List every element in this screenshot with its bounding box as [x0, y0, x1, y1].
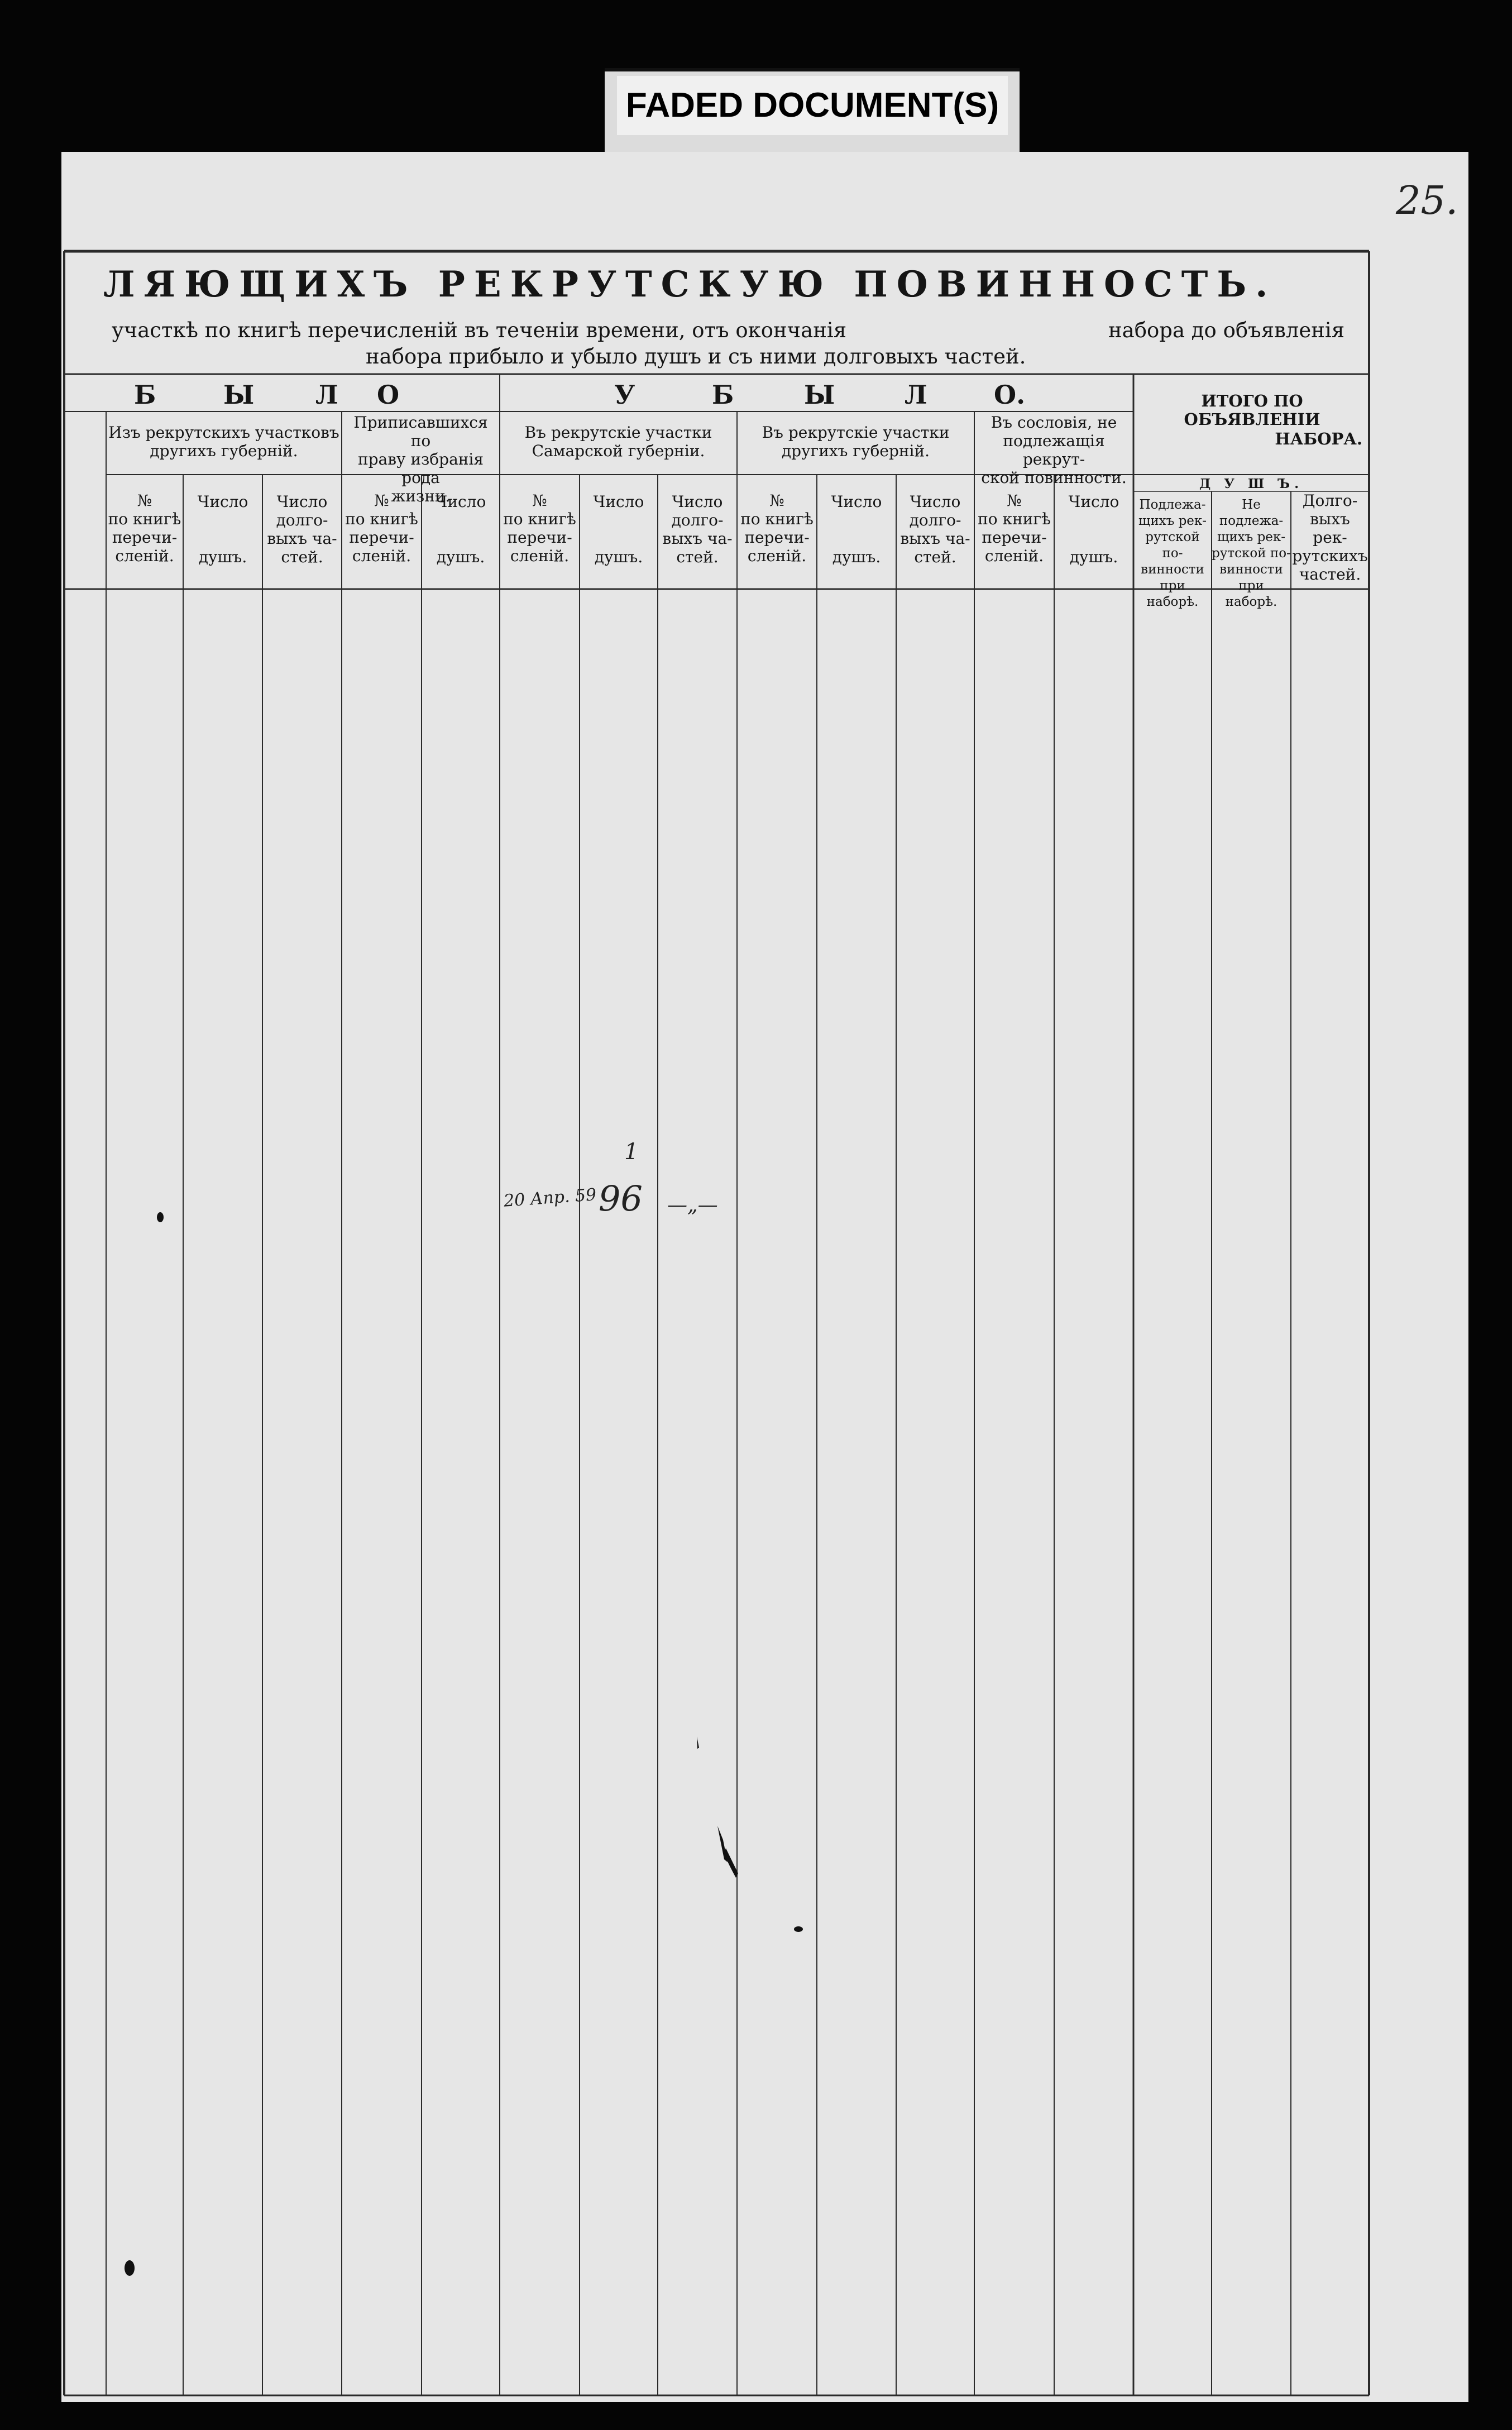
col-souls-count: Число душъ.: [197, 492, 248, 566]
col-non-liable-souls: Не подлежа- щихъ рек- рутской по- винности при наборѣ.: [1212, 498, 1291, 609]
itogo-header-line-2: НАБОРА.: [1275, 429, 1362, 448]
bylo-letter: Ы: [223, 380, 255, 410]
itogo-header-line-1: ИТОГО ПО ОБЪЯВЛЕНІИ: [1184, 391, 1320, 429]
handwritten-dash: —„—: [667, 1194, 718, 1217]
subgroup-enrolled-by-choice: Приписавшихся по праву избранія рода жизни.: [353, 413, 488, 505]
handwritten-number: 96: [599, 1178, 643, 1219]
col-souls-count: Число душъ.: [593, 492, 644, 566]
col-liable-souls: Подлежа- щихъ рек- рутской по- винности при наборѣ.: [1138, 498, 1207, 609]
ubylo-letter: Б: [712, 380, 734, 410]
col-debt-parts: Число долго- выхъ ча- стей.: [662, 492, 733, 566]
col-book-number: № по книгѣ перечи- сленій.: [345, 491, 418, 565]
form-title: ЛЯЮЩИХЪ РЕКРУТСКУЮ ПОВИННОСТЬ.: [103, 264, 1277, 305]
subtitle-line-3: набора прибыло и убыло душъ и съ ними долговыхъ частей.: [366, 345, 1026, 369]
col-souls-count: Число душъ.: [1068, 492, 1119, 566]
bylo-letter: Б: [134, 380, 156, 410]
col-book-number: № по книгѣ перечи- сленій.: [503, 491, 576, 565]
ubylo-letter: Ы: [804, 380, 835, 410]
subtitle-line-2: набора до объявленія: [1108, 318, 1345, 342]
handwritten-date: 20 Апр. 59: [503, 1185, 597, 1211]
col-souls-count: Число душъ.: [435, 492, 486, 566]
page-number: 25.: [1396, 178, 1458, 223]
bylo-letter: О: [377, 380, 400, 410]
subgroup-to-exempt-estates: Въ сословія, не подлежащія рекрут- ской повинности.: [981, 413, 1127, 487]
col-debt-parts: Число долго- выхъ ча- стей.: [267, 492, 337, 566]
col-book-number: № по книгѣ перечи- сленій.: [978, 491, 1051, 565]
ubylo-letter: Л: [905, 380, 927, 410]
bylo-letter: Л: [315, 380, 338, 410]
ubylo-letter: У: [614, 380, 635, 410]
col-debt-parts: Число долго- выхъ ча- стей.: [900, 492, 970, 566]
handwritten-mark: 1: [624, 1139, 639, 1165]
subgroup-to-samara: Въ рекрутскіе участки Самарской губерніи.: [524, 423, 712, 460]
subgroup-dush: Д У Ш Ъ.: [1199, 476, 1304, 491]
col-book-number: № по книгѣ перечи- сленій.: [108, 491, 181, 565]
col-debt-recruit-parts: Долго- выхъ рек- рутскихъ частей.: [1292, 491, 1368, 583]
subgroup-to-other-gubernia: Въ рекрутскіе участки другихъ губерній.: [762, 423, 950, 460]
stamp-label: FADED DOCUMENT(S): [617, 76, 1008, 135]
ubylo-letter: О.: [994, 380, 1026, 410]
col-souls-count: Число душъ.: [831, 492, 882, 566]
subtitle-line-1: участкѣ по книгѣ перечисленій въ теченіи времени, отъ окончанія: [112, 318, 847, 342]
col-book-number: № по книгѣ перечи- сленій.: [740, 491, 814, 565]
subgroup-from-other-gubernia: Изъ рекрутскихъ участковъ другихъ губерній.: [108, 423, 339, 460]
